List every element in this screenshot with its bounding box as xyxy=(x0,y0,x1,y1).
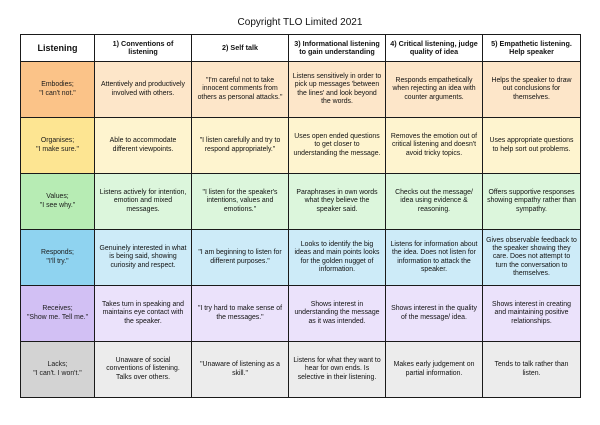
column-header: 4) Critical listening, judge quality of idea xyxy=(386,35,483,62)
column-header: 1) Conventions of listening xyxy=(95,35,192,62)
level-label xyxy=(21,62,95,118)
rubric-cell: "Unaware of listening as a skill." xyxy=(192,342,289,398)
level-name: Values; xyxy=(46,193,69,201)
rubric-cell: "I'm careful not to take innocent comments from others as personal attacks." xyxy=(192,62,289,118)
level-name: Organises; xyxy=(40,137,75,145)
header-row xyxy=(21,35,581,62)
copyright-notice: Copyright TLO Limited 2021 xyxy=(237,17,363,28)
rubric-cell: Attentively and productively involved with others. xyxy=(95,62,192,118)
column-header: 3) Informational listening to gain understanding xyxy=(289,35,386,62)
level-label xyxy=(21,174,95,230)
level-quote: "I see why." xyxy=(39,201,76,209)
level-name: Embodies; xyxy=(41,81,74,89)
level-row-values xyxy=(21,174,581,230)
column-header: 5) Empathetic listening. Help speaker xyxy=(483,35,581,62)
level-quote: "I can't. I won't." xyxy=(33,369,82,377)
rubric-cell: Helps the speaker to draw out conclusions for themselves. xyxy=(483,62,581,118)
level-name: Responds; xyxy=(41,249,74,257)
rubric-cell: Listens sensitively in order to pick up messages 'between the lines' and look beyond the words. xyxy=(289,62,386,118)
rubric-cell: Uses open ended questions to get closer to understanding the message. xyxy=(289,118,386,174)
level-quote: "I can't not." xyxy=(39,89,76,97)
rubric-cell: Genuinely interested in what is being said, showing curiosity and respect. xyxy=(95,230,192,286)
rubric-cell: Makes early judgement on partial information. xyxy=(386,342,483,398)
level-quote: "I'll try." xyxy=(46,257,69,265)
level-row-responds xyxy=(21,230,581,286)
rubric-cell: Takes turn in speaking and maintains eye contact with the speaker. xyxy=(95,286,192,342)
level-label xyxy=(21,342,95,398)
rubric-cell: Gives observable feedback to the speaker showing they care. Does not attempt to turn the conversation to themselves. xyxy=(483,230,581,286)
rubric-cell: Tends to talk rather than listen. xyxy=(483,342,581,398)
level-quote: "I make sure." xyxy=(36,145,79,153)
level-name: Receives; xyxy=(42,305,73,313)
rubric-cell: Responds empathetically when rejecting an idea with counter arguments. xyxy=(386,62,483,118)
rubric-cell: Paraphrases in own words what they believe the speaker said. xyxy=(289,174,386,230)
rubric-cell: Shows interest in creating and maintaining positive relationships. xyxy=(483,286,581,342)
column-header: 2) Self talk xyxy=(192,35,289,62)
rubric-cell: Looks to identify the big ideas and main points looks for the golden nugget of information. xyxy=(289,230,386,286)
level-label xyxy=(21,118,95,174)
rubric-cell: Shows interest in understanding the message as it was intended. xyxy=(289,286,386,342)
rubric-cell: Listens for what they want to hear for own ends. Is selective in their listening. xyxy=(289,342,386,398)
level-label xyxy=(21,230,95,286)
rubric-cell: "I am beginning to listen for different purposes." xyxy=(192,230,289,286)
level-row-receives xyxy=(21,286,581,342)
rubric-cell: Checks out the message/ idea using evidence & reasoning. xyxy=(386,174,483,230)
level-row-lacks xyxy=(21,342,581,398)
rubric-cell: Uses appropriate questions to help sort out problems. xyxy=(483,118,581,174)
rubric-cell: Able to accommodate different viewpoints. xyxy=(95,118,192,174)
rubric-cell: Removes the emotion out of critical listening and doesn't avoid tricky topics. xyxy=(386,118,483,174)
rubric-cell: "I listen carefully and try to respond appropriately." xyxy=(192,118,289,174)
corner-header: Listening xyxy=(21,35,95,62)
rubric-cell: Shows interest in the quality of the message/ idea. xyxy=(386,286,483,342)
rubric-cell: "I listen for the speaker's intentions, values and emotions." xyxy=(192,174,289,230)
level-row-embodies xyxy=(21,62,581,118)
rubric-cell: "I try hard to make sense of the messages." xyxy=(192,286,289,342)
rubric-cell: Listens actively for intention, emotion and mixed messages. xyxy=(95,174,192,230)
level-quote: "Show me. Tell me." xyxy=(26,313,89,321)
level-row-organises xyxy=(21,118,581,174)
listening-rubric-table xyxy=(20,34,581,398)
level-name: Lacks; xyxy=(47,361,68,369)
rubric-cell: Offers supportive responses showing empathy rather than sympathy. xyxy=(483,174,581,230)
rubric-cell: Unaware of social conventions of listening. Talks over others. xyxy=(95,342,192,398)
rubric-cell: Listens for information about the idea. Does not listen for information to attack the speaker. xyxy=(386,230,483,286)
level-label xyxy=(21,286,95,342)
